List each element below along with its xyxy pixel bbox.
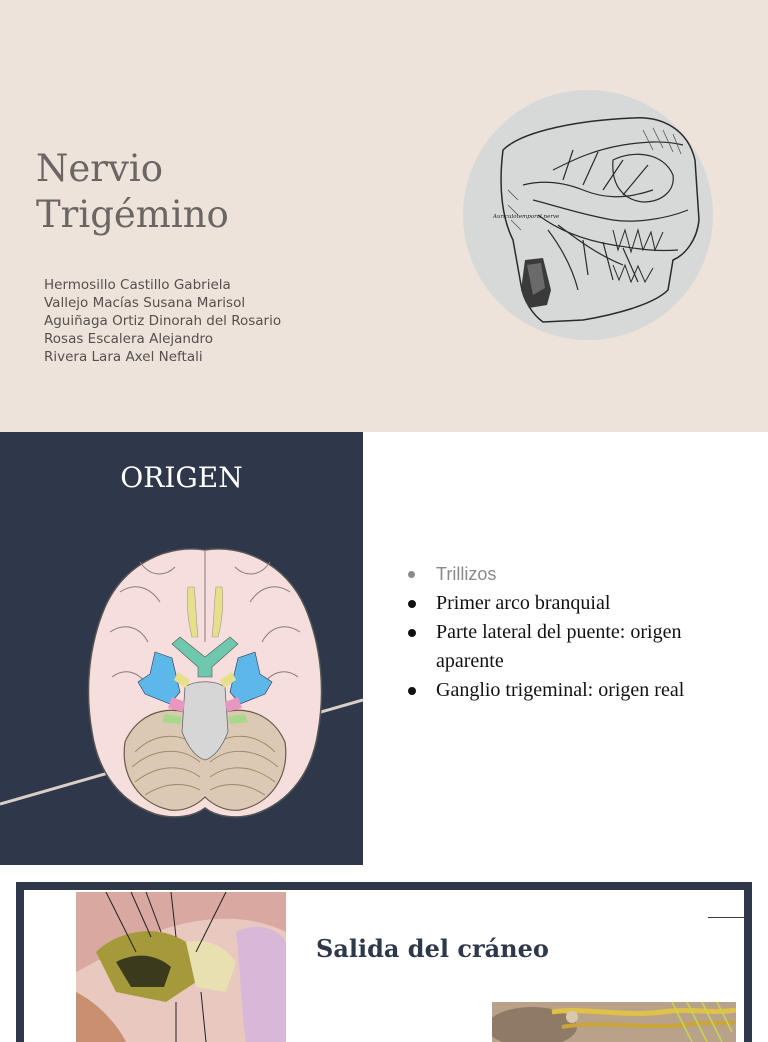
title-line-1: Nervio <box>36 147 163 190</box>
bullet-item: Parte lateral del puente: origen aparente <box>408 618 728 676</box>
salida-frame <box>16 882 752 1042</box>
origen-bullet-list <box>408 560 728 705</box>
title-slide <box>0 0 768 432</box>
bullet-item: Trillizos <box>408 560 728 589</box>
nerve-dissection-photo <box>492 1002 736 1042</box>
author-name: Rosas Escalera Alejandro <box>44 331 214 347</box>
origen-title: ORIGEN <box>120 461 243 494</box>
author-name: Hermosillo Castillo Gabriela <box>44 277 231 293</box>
authors-list <box>44 276 281 366</box>
origen-slide <box>0 432 768 865</box>
presentation-title <box>36 146 229 238</box>
bullet-dot <box>408 629 416 637</box>
author-name: Vallejo Macías Susana Marisol <box>44 295 246 311</box>
brain-base-illustration <box>0 432 363 865</box>
skull-nerve-illustration <box>463 90 713 340</box>
skull-drawing <box>463 90 713 340</box>
salida-frame-inner <box>24 890 744 1042</box>
bullet-dot <box>408 687 416 695</box>
decorative-rule <box>708 917 744 918</box>
salida-title: Salida del cráneo <box>316 934 549 963</box>
skull-base-photo <box>76 892 286 1042</box>
bullet-item: Ganglio trigeminal: origen real <box>408 676 728 705</box>
title-line-2: Trigémino <box>36 193 229 236</box>
illustration-label: Auriculotemporal nerve <box>493 214 560 220</box>
salida-slide <box>0 865 768 1024</box>
author-name: Rivera Lara Axel Neftali <box>44 349 203 365</box>
bullet-dot <box>408 571 415 578</box>
author-name: Aguiñaga Ortiz Dinorah del Rosario <box>44 313 282 329</box>
bullet-dot <box>408 600 416 608</box>
bullet-item: Primer arco branquial <box>408 589 728 618</box>
origen-panel <box>0 432 363 865</box>
